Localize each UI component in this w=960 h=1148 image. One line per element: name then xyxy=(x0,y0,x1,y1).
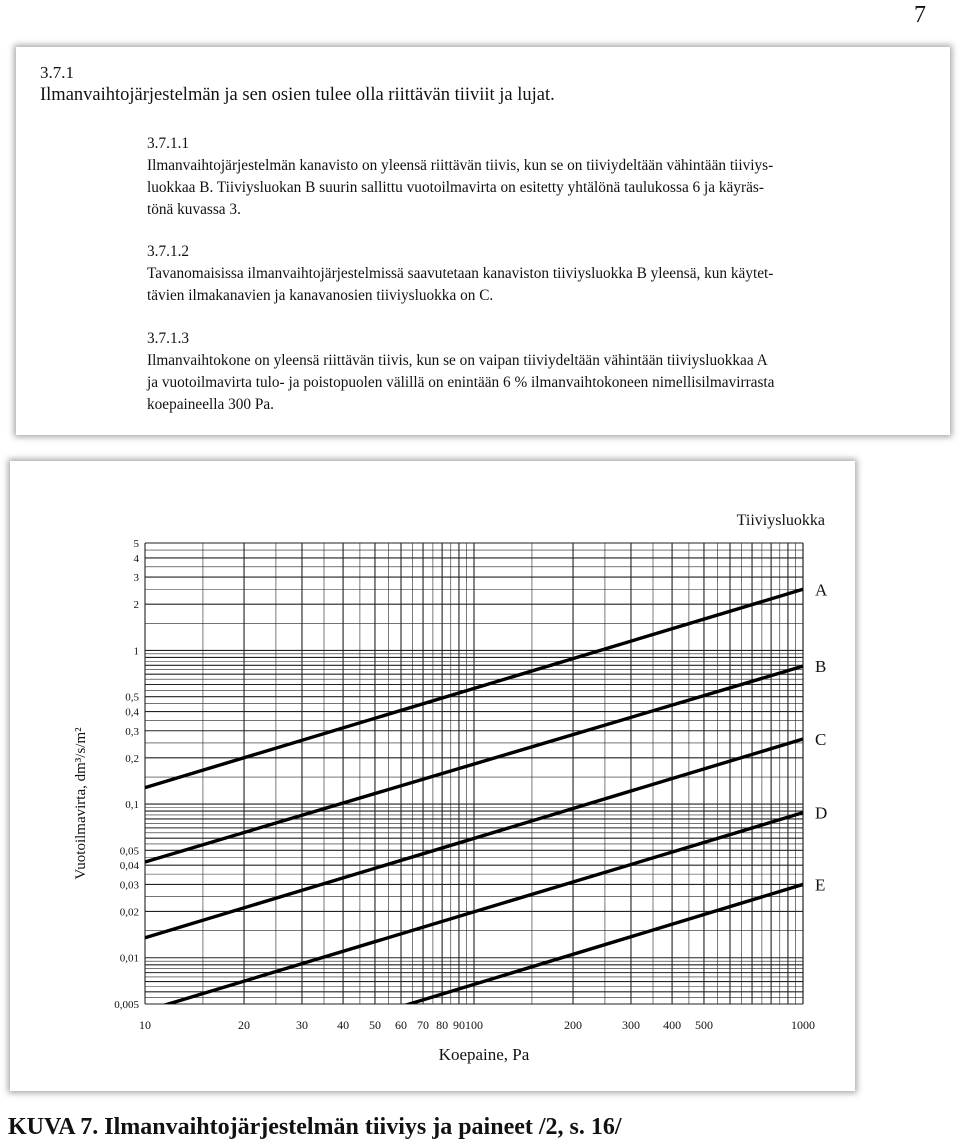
y-tick-label: 0,3 xyxy=(125,725,139,738)
series-label-d: D xyxy=(815,803,828,823)
section-title: Ilmanvaihtojärjestelmän ja sen osien tulee olla riittävän tiiviit ja lujat. xyxy=(40,85,555,105)
series-label-a: A xyxy=(815,580,828,600)
x-axis-label: Koepaine, Pa xyxy=(438,1045,530,1064)
x-tick-label: 200 xyxy=(564,1018,583,1032)
x-tick-label: 1000 xyxy=(791,1018,815,1032)
x-tick-label: 400 xyxy=(663,1018,682,1032)
legend-title: Tiiviysluokka xyxy=(736,512,825,529)
leakage-chart xyxy=(10,461,855,1091)
subsection-3-7-1-3 xyxy=(147,328,925,416)
y-tick-label: 0,05 xyxy=(119,845,139,858)
y-tick-label: 1 xyxy=(133,645,139,658)
x-tick-label: 90 xyxy=(452,1018,465,1032)
y-tick-label: 4 xyxy=(133,552,139,565)
y-tick-label: 0,2 xyxy=(125,752,139,765)
y-tick-label: 0,1 xyxy=(125,799,139,812)
section-number: 3.7.1 xyxy=(40,63,74,82)
x-tick-label: 50 xyxy=(368,1018,381,1032)
y-tick-label: 0,5 xyxy=(125,691,139,704)
subsection-3-7-1-1 xyxy=(147,133,925,221)
series-label-e: E xyxy=(815,875,826,895)
page-number: 7 xyxy=(914,2,926,28)
subsection-line: koepaineella 300 Pa. xyxy=(147,396,275,413)
y-tick-label: 5 xyxy=(133,538,139,550)
y-tick-label: 2 xyxy=(133,599,139,612)
subsection-line: Ilmanvaihtokone on yleensä riittävän tiivis, kun se on vaipan tiiviydeltään vähintään tiiviysluokkaa A xyxy=(147,352,768,369)
x-tick-label: 70 xyxy=(417,1018,430,1032)
x-tick-label: 40 xyxy=(337,1018,350,1032)
y-tick-label: 0,4 xyxy=(125,706,139,719)
subsection-number: 3.7.1.2 xyxy=(147,243,190,260)
subsection-number: 3.7.1.1 xyxy=(147,135,190,152)
subsection-line: Tavanomaisissa ilmanvaihtojärjestelmissä saavutetaan kanaviston tiiviysluokka B yleensä, kun käytet- xyxy=(147,265,774,282)
x-tick-label: 300 xyxy=(621,1018,640,1032)
x-tick-label: 10 xyxy=(139,1018,151,1032)
chart-panel xyxy=(10,461,855,1091)
y-tick-label: 0,01 xyxy=(119,952,139,965)
y-tick-label: 0,005 xyxy=(114,999,139,1011)
series-label-c: C xyxy=(815,730,827,750)
y-tick-label: 0,02 xyxy=(119,906,139,919)
x-tick-label: 60 xyxy=(395,1018,408,1032)
subsection-line: luokkaa B. Tiiviysluokan B suurin sallittu vuotoilmavirta on esitetty yhtälönä taulukossa 6 ja käyräs- xyxy=(147,179,764,196)
figure-caption: KUVA 7. Ilmanvaihtojärjestelmän tiiviys ja paineet /2, s. 16/ xyxy=(8,1114,622,1140)
x-tick-label: 20 xyxy=(238,1018,251,1032)
series-label-b: B xyxy=(815,657,827,677)
subsection-3-7-1-2 xyxy=(147,241,925,307)
subsection-line: tävien ilmakanavien ja kanavanosien tiiviysluokka on C. xyxy=(147,287,494,304)
subsection-line: tönä kuvassa 3. xyxy=(147,201,241,218)
subsection-number: 3.7.1.3 xyxy=(147,330,190,347)
y-tick-label: 0,03 xyxy=(119,879,139,892)
y-axis-label: Vuotoilmavirta, dm³/s/m² xyxy=(73,727,89,880)
x-tick-label: 500 xyxy=(694,1018,713,1032)
subsection-line: Ilmanvaihtojärjestelmän kanavisto on yleensä riittävän tiivis, kun se on tiiviydeltään vähintään tiiviys- xyxy=(147,157,774,174)
chart-grid xyxy=(145,543,803,1004)
y-tick-label: 0,04 xyxy=(119,860,139,873)
regulation-excerpt xyxy=(16,47,950,435)
y-tick-label: 3 xyxy=(133,572,139,585)
x-tick-label: 30 xyxy=(295,1018,308,1032)
x-tick-label: 100 xyxy=(465,1018,483,1032)
x-tick-label: 80 xyxy=(436,1018,449,1032)
subsection-line: ja vuotoilmavirta tulo- ja poistopuolen välillä on enintään 6 % ilmanvaihtokoneen nimellisilmavirrasta xyxy=(147,374,775,391)
